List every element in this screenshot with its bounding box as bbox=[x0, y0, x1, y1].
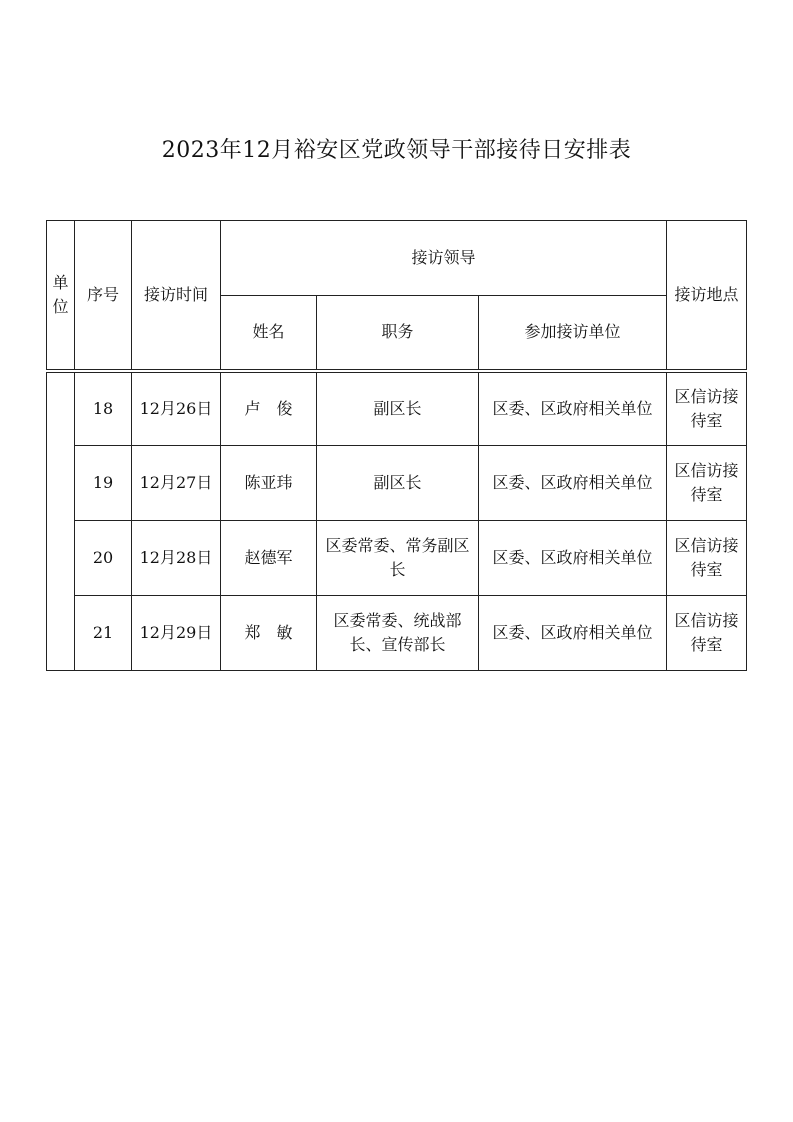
participants-cell: 区委、区政府相关单位 bbox=[479, 446, 667, 521]
header-location: 接访地点 bbox=[667, 221, 747, 371]
name-cell: 卢 俊 bbox=[221, 371, 317, 446]
schedule-table bbox=[46, 220, 747, 671]
table-row bbox=[47, 446, 747, 521]
participants-cell: 区委、区政府相关单位 bbox=[479, 596, 667, 671]
date-cell: 12月29日 bbox=[132, 596, 221, 671]
header-unit: 单位 bbox=[47, 221, 75, 371]
table-row bbox=[47, 521, 747, 596]
seq-cell: 18 bbox=[75, 371, 132, 446]
position-cell: 副区长 bbox=[317, 446, 479, 521]
date-cell: 12月27日 bbox=[132, 446, 221, 521]
seq-cell: 21 bbox=[75, 596, 132, 671]
name-cell: 赵德军 bbox=[221, 521, 317, 596]
location-cell: 区信访接待室 bbox=[667, 371, 747, 446]
seq-cell: 19 bbox=[75, 446, 132, 521]
header-name: 姓名 bbox=[221, 296, 317, 371]
header-participants: 参加接访单位 bbox=[479, 296, 667, 371]
header-seq: 序号 bbox=[75, 221, 132, 371]
header-leader-group: 接访领导 bbox=[221, 221, 667, 296]
participants-cell: 区委、区政府相关单位 bbox=[479, 371, 667, 446]
header-row-1 bbox=[47, 221, 747, 296]
table-row bbox=[47, 371, 747, 446]
seq-cell: 20 bbox=[75, 521, 132, 596]
participants-cell: 区委、区政府相关单位 bbox=[479, 521, 667, 596]
table-row bbox=[47, 596, 747, 671]
date-cell: 12月26日 bbox=[132, 371, 221, 446]
header-time: 接访时间 bbox=[132, 221, 221, 371]
name-cell: 郑 敏 bbox=[221, 596, 317, 671]
location-cell: 区信访接待室 bbox=[667, 446, 747, 521]
position-cell: 区委常委、常务副区长 bbox=[317, 521, 479, 596]
page-title: 2023年12月裕安区党政领导干部接待日安排表 bbox=[161, 138, 632, 163]
date-cell: 12月28日 bbox=[132, 521, 221, 596]
header-position: 职务 bbox=[317, 296, 479, 371]
position-cell: 区委常委、统战部长、宣传部长 bbox=[317, 596, 479, 671]
location-cell: 区信访接待室 bbox=[667, 596, 747, 671]
position-cell: 副区长 bbox=[317, 371, 479, 446]
unit-cell bbox=[47, 371, 75, 671]
location-cell: 区信访接待室 bbox=[667, 521, 747, 596]
name-cell: 陈亚玮 bbox=[221, 446, 317, 521]
